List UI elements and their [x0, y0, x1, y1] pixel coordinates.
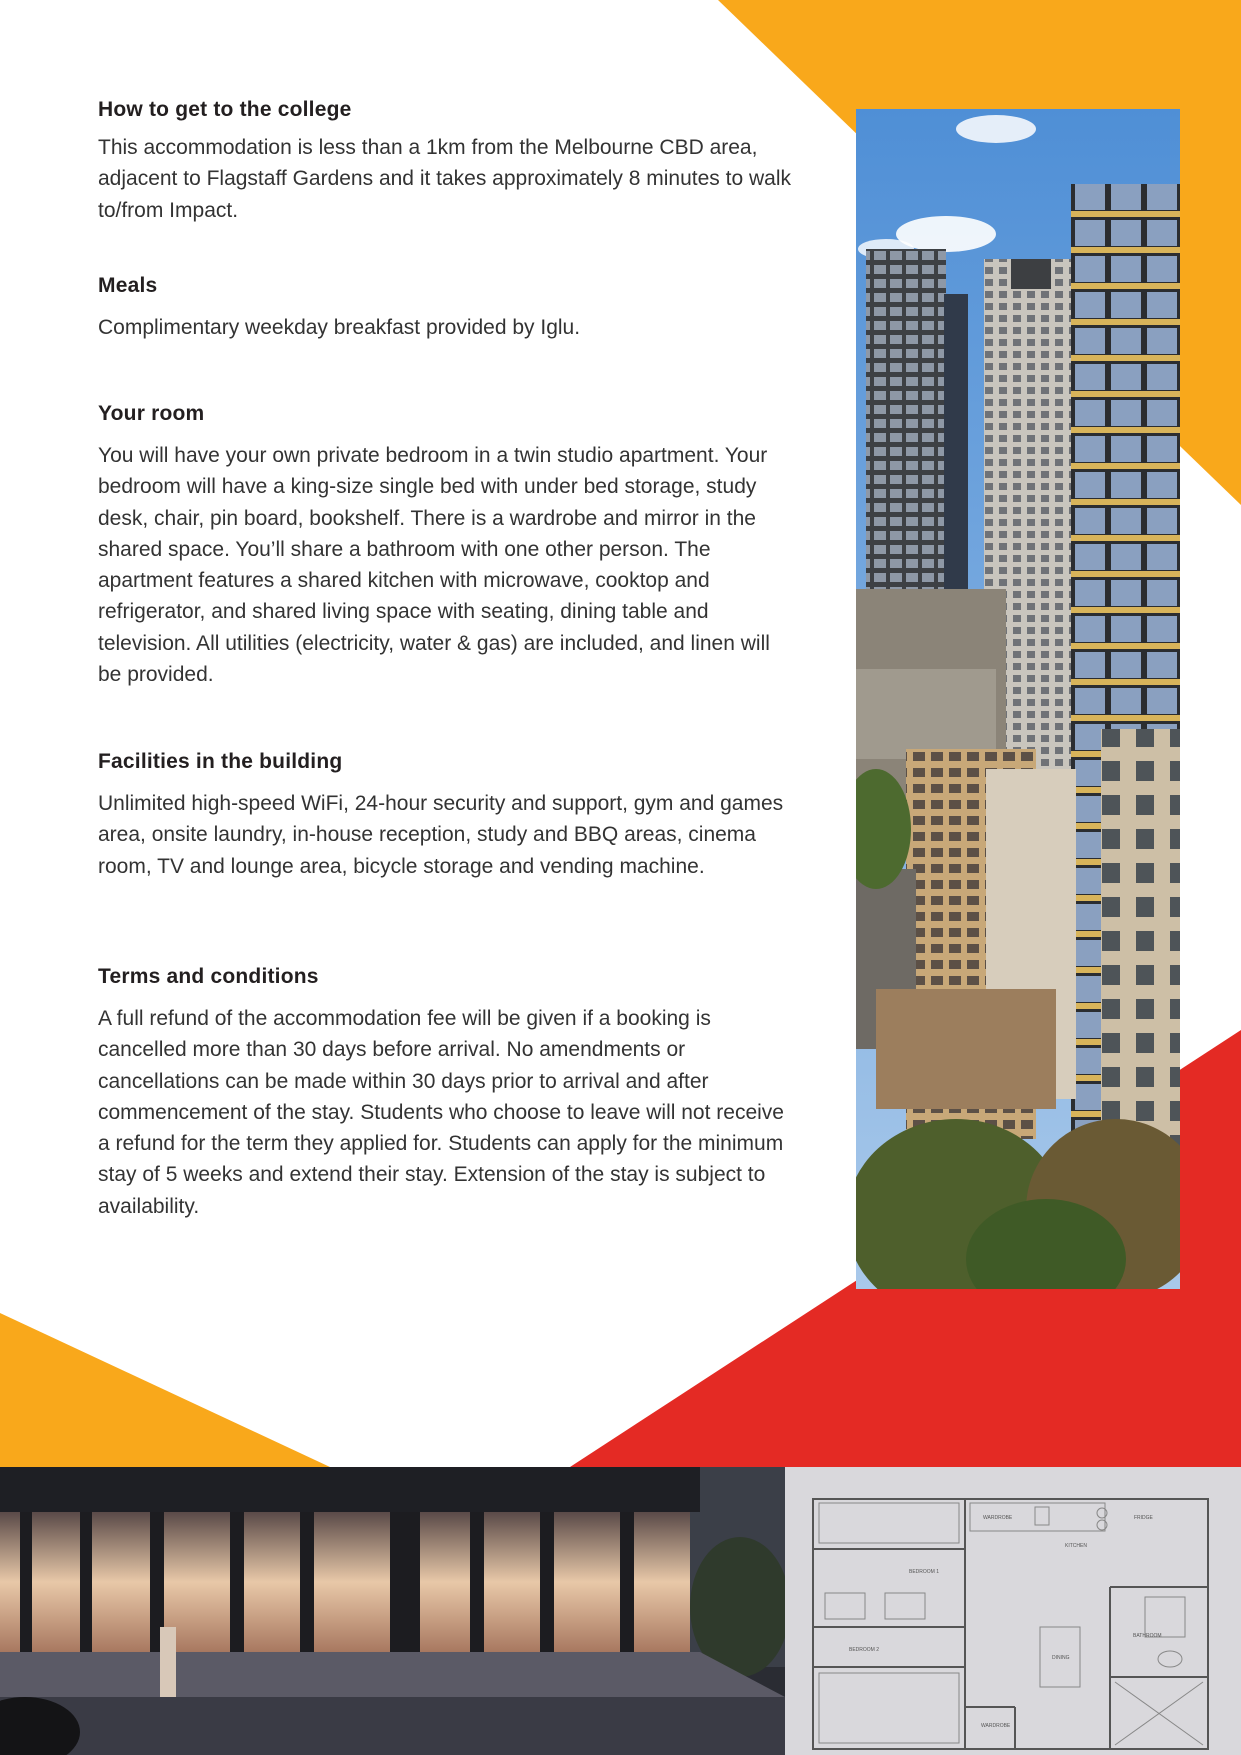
- orange-triangle-bottom-left: [0, 1313, 330, 1467]
- section-facilities: [98, 750, 798, 882]
- label-dining: DINING: [1052, 1655, 1070, 1661]
- section-heading: Your room: [98, 402, 205, 425]
- section-body: A full refund of the accommodation fee will be given if a booking is cancelled more than 30 days before arrival. No amendments or cancellations can be made within 30 days prior to arrival and after commencement of the stay. Students who choose to leave will not receive a refund for the term they applied for. Students can apply for the minimum stay of 5 weeks and extend their stay. Extension of the stay is subject to availability.: [98, 1007, 784, 1218]
- section-heading: Terms and conditions: [98, 965, 319, 988]
- label-wardrobe-top: WARDROBE: [983, 1515, 1013, 1521]
- building-tower-photo: [856, 109, 1180, 1289]
- section-heading: Meals: [98, 274, 158, 297]
- label-bathroom: BATHROOM: [1133, 1633, 1162, 1639]
- label-kitchen: KITCHEN: [1065, 1543, 1087, 1549]
- label-bedroom-1: BEDROOM 1: [909, 1569, 940, 1575]
- section-terms: [98, 965, 798, 1222]
- section-getting-there: [98, 98, 798, 226]
- section-heading: How to get to the college: [98, 98, 352, 121]
- section-body: Unlimited high-speed WiFi, 24-hour security and support, gym and games area, onsite laundry, in-house reception, study and BBQ areas, cinema room, TV and lounge area, bicycle storage and vending machine.: [98, 792, 784, 878]
- section-meals: [98, 274, 580, 343]
- section-body: This accommodation is less than a 1km from the Melbourne CBD area, adjacent to Flagstaff Gardens and it takes approximately 8 minutes to walk to/from Impact.: [98, 136, 791, 222]
- section-your-room: [98, 402, 798, 690]
- section-body: Complimentary weekday breakfast provided by Iglu.: [98, 316, 581, 339]
- label-bedroom-2: BEDROOM 2: [849, 1647, 880, 1653]
- section-body: You will have your own private bedroom in a twin studio apartment. Your bedroom will have a king-size single bed with under bed storage, study desk, chair, pin board, bookshelf. There is a wardrobe and mirror in the shared space. You’ll share a bathroom with one other person. The apartment features a shared kitchen with microwave, cooktop and refrigerator, and shared living space with seating, dining table and television. All utilities (electricity, water & gas) are included, and linen will be provided.: [98, 444, 770, 687]
- label-fridge: FRIDGE: [1134, 1515, 1153, 1521]
- label-wardrobe-bottom: WARDROBE: [981, 1723, 1011, 1729]
- section-heading: Facilities in the building: [98, 750, 343, 773]
- apartment-floor-plan: [785, 1467, 1241, 1755]
- building-night-photo: [0, 1467, 785, 1755]
